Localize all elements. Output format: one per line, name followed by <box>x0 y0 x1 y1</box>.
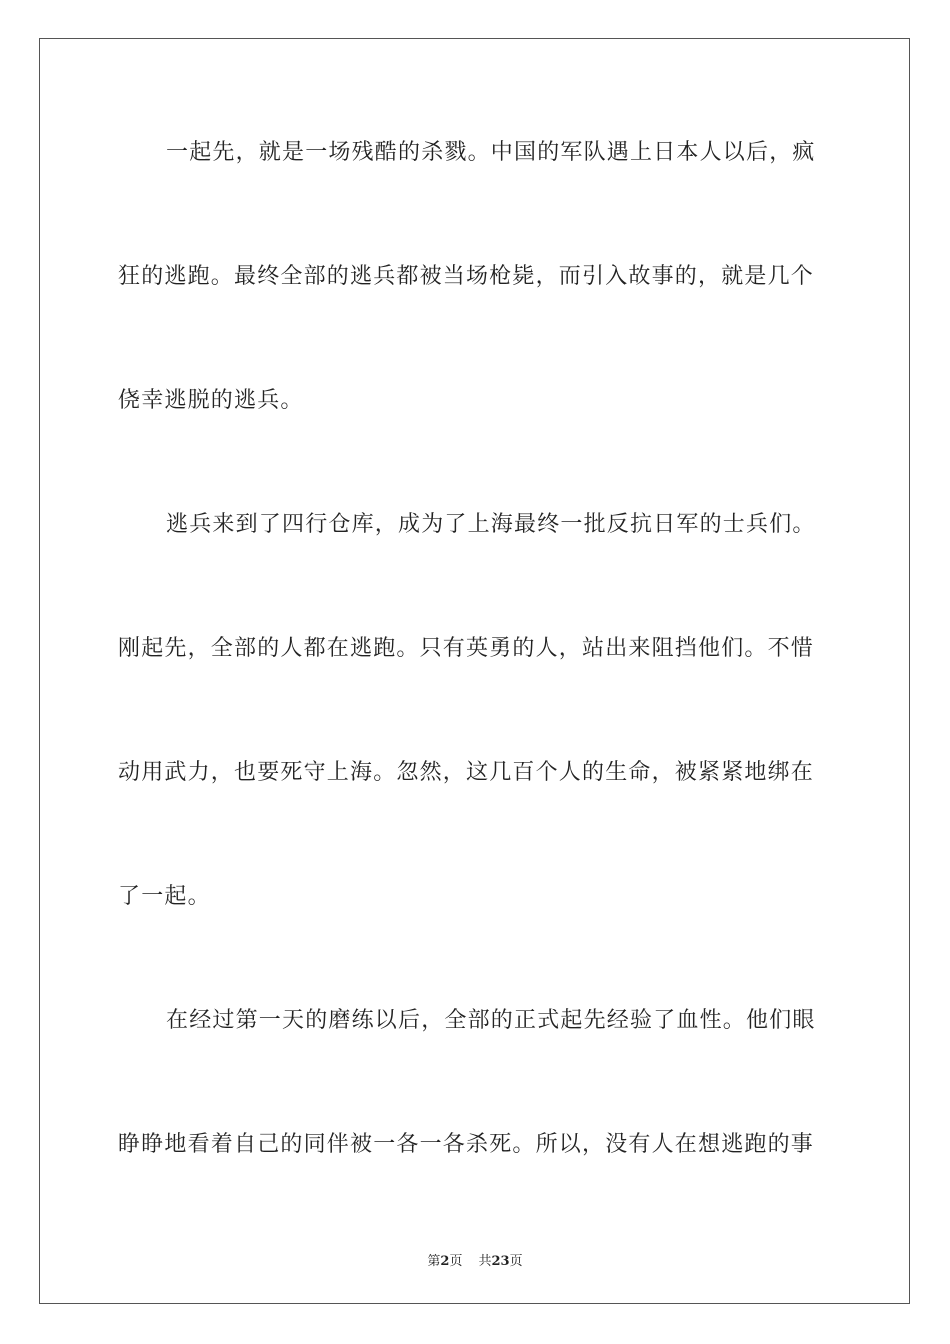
text-line: 侥幸逃脱的逃兵。 <box>118 388 304 413</box>
text-line: 刚起先，全部的人都在逃跑。只有英勇的人，站出来阻挡他们。不惜 <box>118 636 815 661</box>
text-line: 动用武力，也要死守上海。忽然，这几百个人的生命，被紧紧地绑在 <box>118 760 815 785</box>
text-line: 一起先，就是一场残酷的杀戮。中国的军队遇上日本人以后，疯 <box>166 140 816 165</box>
text-line: 在经过第一天的磨练以后，全部的正式起先经验了血性。他们眼 <box>166 1008 816 1033</box>
document-body <box>118 122 838 1238</box>
text-line: 睁睁地看着自己的同伴被一各一各杀死。所以，没有人在想逃跑的事 <box>118 1132 815 1157</box>
total-prefix: 共 <box>478 1254 492 1269</box>
text-line: 狂的逃跑。最终全部的逃兵都被当场枪毙，而引入故事的，就是几个 <box>118 264 815 289</box>
text-line: 逃兵来到了四行仓库，成为了上海最终一批反抗日军的士兵们。 <box>166 512 816 537</box>
total-pages: 23 <box>491 1254 510 1269</box>
page-prefix: 第 <box>427 1254 441 1269</box>
page-number: 2 <box>440 1254 450 1269</box>
total-suffix: 页 <box>509 1254 523 1269</box>
page-footer <box>0 1250 950 1269</box>
page-suffix: 页 <box>449 1254 463 1269</box>
text-line: 了一起。 <box>118 884 211 909</box>
